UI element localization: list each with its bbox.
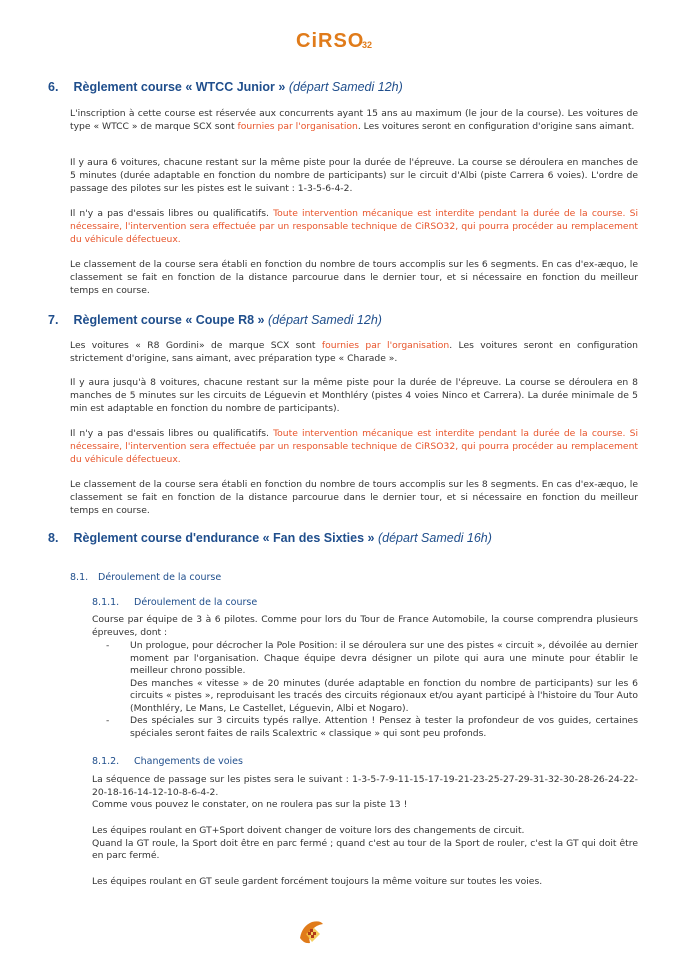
section-8-heading bbox=[48, 531, 492, 545]
list-dash: - bbox=[106, 715, 110, 726]
s7-paragraph-4: Le classement de la course sera établi en fonction du nombre de tours accomplis sur les 8 segments. En cas d'ex-æquo, le classement se fait en fonction de la distance parcourue dans le dernier tour, et si nécessaire en fonction du meilleur temps en course. bbox=[70, 479, 638, 516]
subsection-number: 8.1.1. bbox=[92, 597, 120, 608]
subsection-8-1-1-heading bbox=[92, 597, 257, 608]
section-departure: (départ Samedi 16h) bbox=[377, 531, 492, 545]
list-item bbox=[106, 640, 638, 715]
s6-paragraph-4: Le classement de la course sera établi en fonction du nombre de tours accomplis sur les 6 segments. En cas d'ex-æquo, le classement se fait en fonction de la distance parcourue dans le dernier tour, et si nécessaire en fonction du meilleur temps en course. bbox=[70, 259, 638, 296]
subsection-title: Déroulement de la course bbox=[134, 597, 258, 608]
subsection-8-1-2-heading bbox=[92, 756, 243, 767]
subsection-number: 8.1. bbox=[70, 572, 89, 583]
cirso32-logo bbox=[296, 30, 386, 56]
logo-text: CiRSO bbox=[296, 30, 365, 52]
s6-paragraph-3: Il n'y a pas d'essais libres ou qualificatifs. Toute intervention mécanique est interdite pendant la durée de la course. Si nécessaire, l'intervention sera effectuée par un responsable technique de CiRSO32, qui pourra procéder au remplacement du véhicule défectueux. bbox=[70, 208, 639, 245]
list-dash: - bbox=[106, 640, 110, 651]
list-item-text: Des spéciales sur 3 circuits typés rallye. Attention ! Pensez à tester la profondeur de vos guides, certaines spéciales seront faites de rails Scalextric « classique » qui sont peu profonds. bbox=[130, 715, 638, 739]
subsection-number: 8.1.2. bbox=[92, 756, 120, 767]
subsection-title: Changements de voies bbox=[134, 756, 243, 767]
s8-1-1-event-list bbox=[106, 640, 638, 740]
list-item bbox=[106, 715, 638, 740]
subsection-8-1-heading bbox=[70, 572, 221, 583]
logo-sub: 32 bbox=[362, 40, 373, 50]
s6-paragraph-2: Il y aura 6 voitures, chacune restant sur la même piste pour la durée de l'épreuve. La course se déroulera en manches de 5 minutes (durée adaptable en fonction du nombre de participants) sur le circuit d'Albi (piste Carrera 6 voies). L'ordre de passage des pilotes sur les pistes est le suivant : 1-3-5-6-4-2. bbox=[70, 157, 638, 194]
section-title: Règlement course d'endurance « Fan des Sixties » bbox=[73, 531, 375, 545]
section-departure: (départ Samedi 12h) bbox=[268, 313, 382, 327]
s8-1-2-paragraph-2: Les équipes roulant en GT+Sport doivent changer de voiture lors des changements de circuit. Quand la GT roule, la Sport doit être en parc fermé ; quand c'est au tour de la Sport de rouler, c'est la GT qui doit être en parc fermé. bbox=[92, 825, 638, 861]
s7-paragraph-3: Il n'y a pas d'essais libres ou qualificatifs. Toute intervention mécanique est interdite pendant la durée de la course. Si nécessaire, l'intervention sera effectuée par un responsable technique de CiRSO32, qui pourra procéder au remplacement du véhicule défectueux. bbox=[70, 428, 639, 465]
section-number: 6. bbox=[48, 80, 59, 94]
subsection-title: Déroulement de la course bbox=[98, 572, 222, 583]
footer-logo-icon bbox=[296, 916, 326, 946]
list-item-text: Un prologue, pour décrocher la Pole Position: il se déroulera sur une des pistes « circuit », dévoilée au dernier moment par l'organisation. Chaque équipe devra désigner un pilote qui aura une minute pour établir le meilleur chrono possible. bbox=[130, 640, 638, 676]
s8-1-2-paragraph-1: La séquence de passage sur les pistes sera le suivant : 1-3-5-7-9-11-15-17-19-21-23-25-27-29-31-32-30-28-26-24-22-20-18-16-14-12-10-8-6-4-2. Comme vous pouvez le constater, on ne roulera pas sur la piste 13 ! bbox=[92, 774, 638, 810]
section-title: Règlement course « Coupe R8 » bbox=[73, 313, 265, 327]
section-number: 7. bbox=[48, 313, 59, 327]
s7-paragraph-2: Il y aura jusqu'à 8 voitures, chacune restant sur la même piste pour la durée de l'épreuve. La course se déroulera en 8 manches de 5 minutes sur les circuits de Léguevin et Monthléry (pistes 4 voies Ninco et Carrera). La durée minimale de 5 min est adaptable en fonction du nombre de participants). bbox=[70, 377, 638, 414]
section-6-heading bbox=[48, 80, 403, 94]
s8-1-2-paragraph-3: Les équipes roulant en GT seule gardent forcément toujours la même voiture sur toutes les voies. bbox=[92, 876, 543, 887]
section-departure: (départ Samedi 12h) bbox=[288, 80, 403, 94]
section-7-heading bbox=[48, 313, 382, 327]
s8-1-1-intro: Course par équipe de 3 à 6 pilotes. Comme pour lors du Tour de France Automobile, la course comprendra plusieurs épreuves, dont : bbox=[92, 614, 638, 638]
section-number: 8. bbox=[48, 531, 59, 545]
list-item-continuation: Des manches « vitesse » de 20 minutes (durée adaptable en fonction du nombre de participants) sur les 6 circuits « pistes », reproduisant les tracés des circuits régionaux et/ou ayant participé à l'histoire du Tour Auto (Monthléry, Le Mans, Le Castellet, Léguevin, Albi et Nogaro). bbox=[130, 677, 638, 714]
s7-paragraph-1: Les voitures « R8 Gordini» de marque SCX sont fournies par l'organisation. Les voitures seront en configuration strictement d'origine, sans aimant, avec préparation type « Charade ». bbox=[70, 340, 638, 364]
section-title: Règlement course « WTCC Junior » bbox=[73, 80, 286, 94]
s6-paragraph-1: L'inscription à cette course est réservée aux concurrents ayant 15 ans au maximum (le jour de la course). Les voitures de type « WTCC » de marque SCX sont fournies par l'organisation. Les voitures seront en configuration d'origine sans aimant. bbox=[70, 108, 638, 132]
